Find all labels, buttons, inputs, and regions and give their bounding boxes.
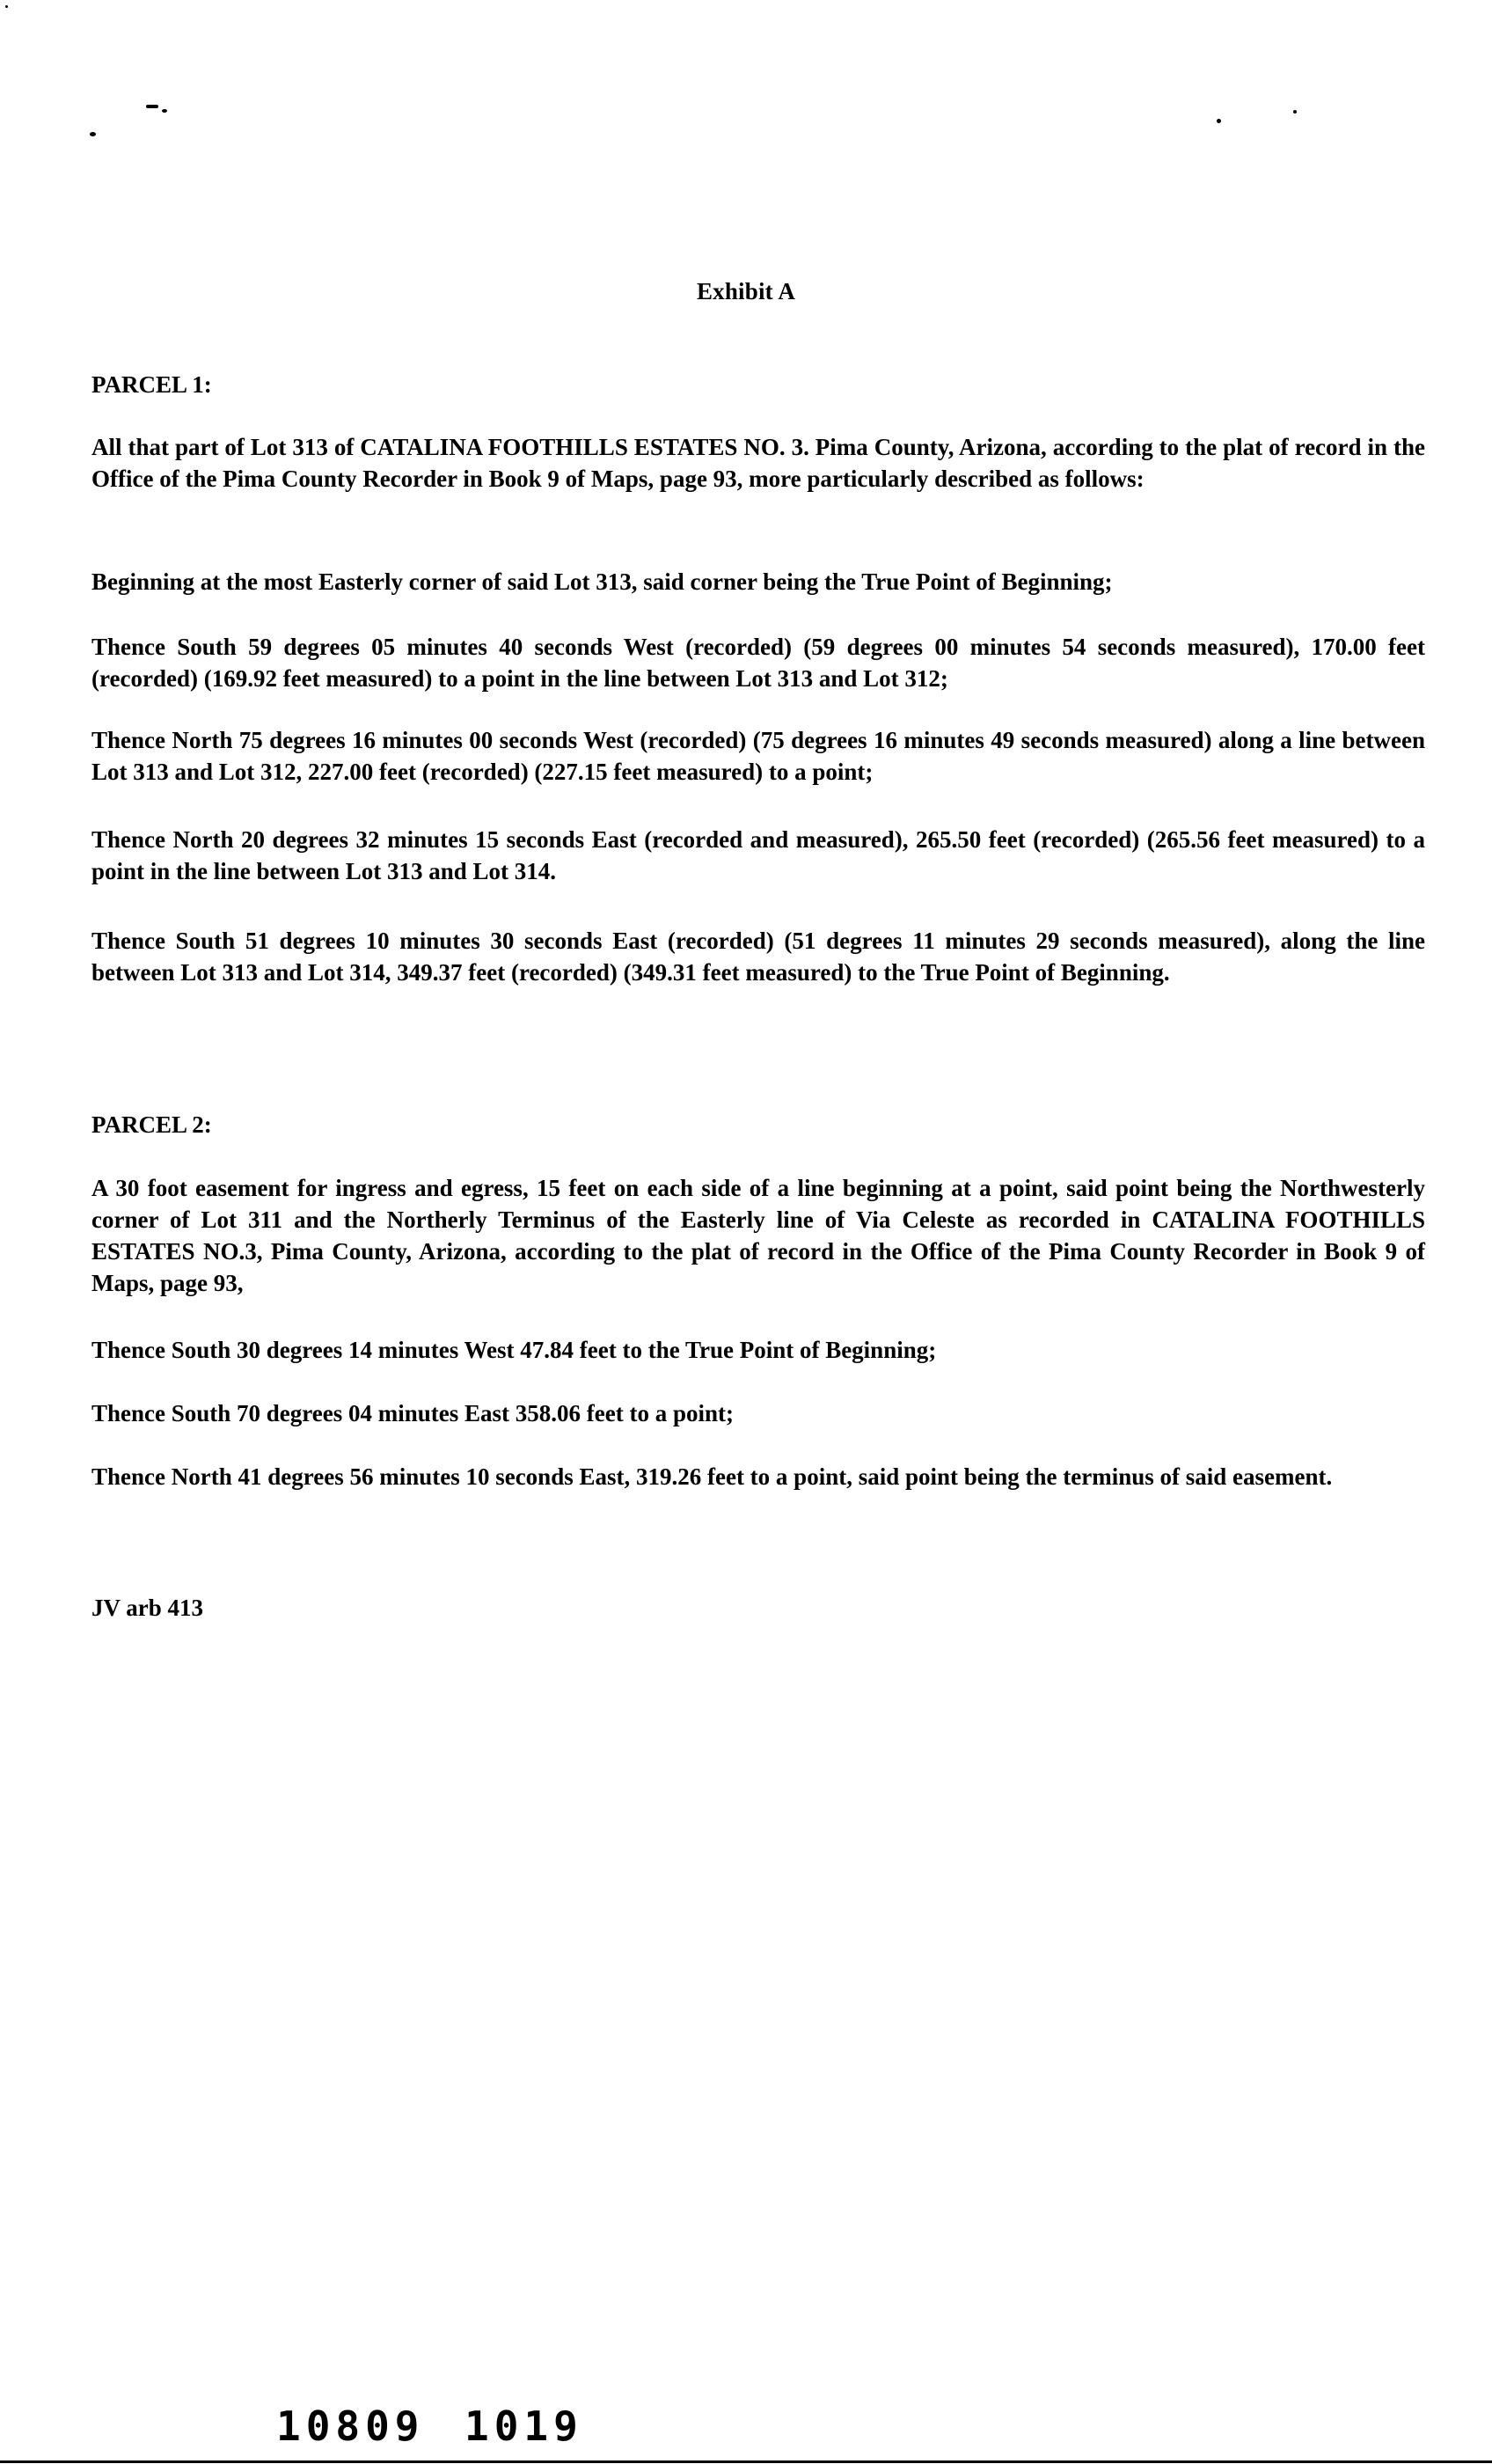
parcel-1-point-of-beginning: Beginning at the most Easterly corner of said Lot 313, said corner being the True Point of Beginning; <box>91 568 1113 595</box>
parcel-1-description: All that part of Lot 313 of CATALINA FOOTHILLS ESTATES NO. 3. Pima County, Arizona, according to the plat of record in the Office of the Pima County Recorder in Book 9 of Maps, page 93, more particularly described as follows: <box>91 434 1425 492</box>
page-number: 1019 <box>464 2402 583 2450</box>
parcel-1-course-3: Thence North 20 degrees 32 minutes 15 seconds East (recorded and measured), 265.50 feet (recorded) (265.56 feet measured) to a point in the line between Lot 313 and Lot 314. <box>91 826 1425 884</box>
parcel-2-course-3: Thence North 41 degrees 56 minutes 10 seconds East, 319.26 feet to a point, said point being the terminus of said easement. <box>91 1463 1333 1490</box>
docket-number: 10809 <box>276 2402 425 2450</box>
scan-speck <box>1217 119 1221 123</box>
scan-speck <box>5 5 8 8</box>
parcel-2-course-2: Thence South 70 degrees 04 minutes East 358.06 feet to a point; <box>91 1400 734 1426</box>
parcel-2-easement-description: A 30 foot easement for ingress and egress, 15 feet on each side of a line beginning at a point, said point being the Northwesterly corner of Lot 311 and the Northerly Terminus of the Easterly line of Via Celeste as recorded in CATALINA FOOTHILLS ESTATES NO.3, Pima County, Arizona, according to the plat of record in the Office of the Pima County Recorder in Book 9 of Maps, page 93, <box>91 1175 1425 1296</box>
exhibit-title: Exhibit A <box>696 278 796 304</box>
initials: JV arb 413 <box>91 1595 204 1621</box>
scan-speck <box>1293 110 1297 114</box>
page-bottom-edge <box>0 2460 1492 2463</box>
parcel-1-course-1: Thence South 59 degrees 05 minutes 40 seconds West (recorded) (59 degrees 00 minutes 54 seconds measured), 170.00 feet (recorded) (169.92 feet measured) to a point in the line between Lot 313 and Lot 312; <box>91 634 1425 692</box>
parcel-1-course-2: Thence North 75 degrees 16 minutes 00 seconds West (recorded) (75 degrees 16 minutes 49 seconds measured) along a line between Lot 313 and Lot 312, 227.00 feet (recorded) (227.15 feet measured) to a point; <box>91 727 1425 785</box>
parcel-1-course-4: Thence South 51 degrees 10 minutes 30 seconds East (recorded) (51 degrees 11 minutes 29 seconds measured), along the line between Lot 313 and Lot 314, 349.37 feet (recorded) (349.31 feet measured) to the True Point of Beginning. <box>91 928 1425 986</box>
parcel-2-heading: PARCEL 2: <box>91 1111 212 1138</box>
scan-speck <box>90 132 96 136</box>
scan-speck <box>162 109 167 113</box>
scan-speck <box>146 105 158 108</box>
parcel-1-heading: PARCEL 1: <box>91 371 212 398</box>
parcel-2-course-1: Thence South 30 degrees 14 minutes West 47.84 feet to the True Point of Beginning; <box>91 1337 937 1363</box>
